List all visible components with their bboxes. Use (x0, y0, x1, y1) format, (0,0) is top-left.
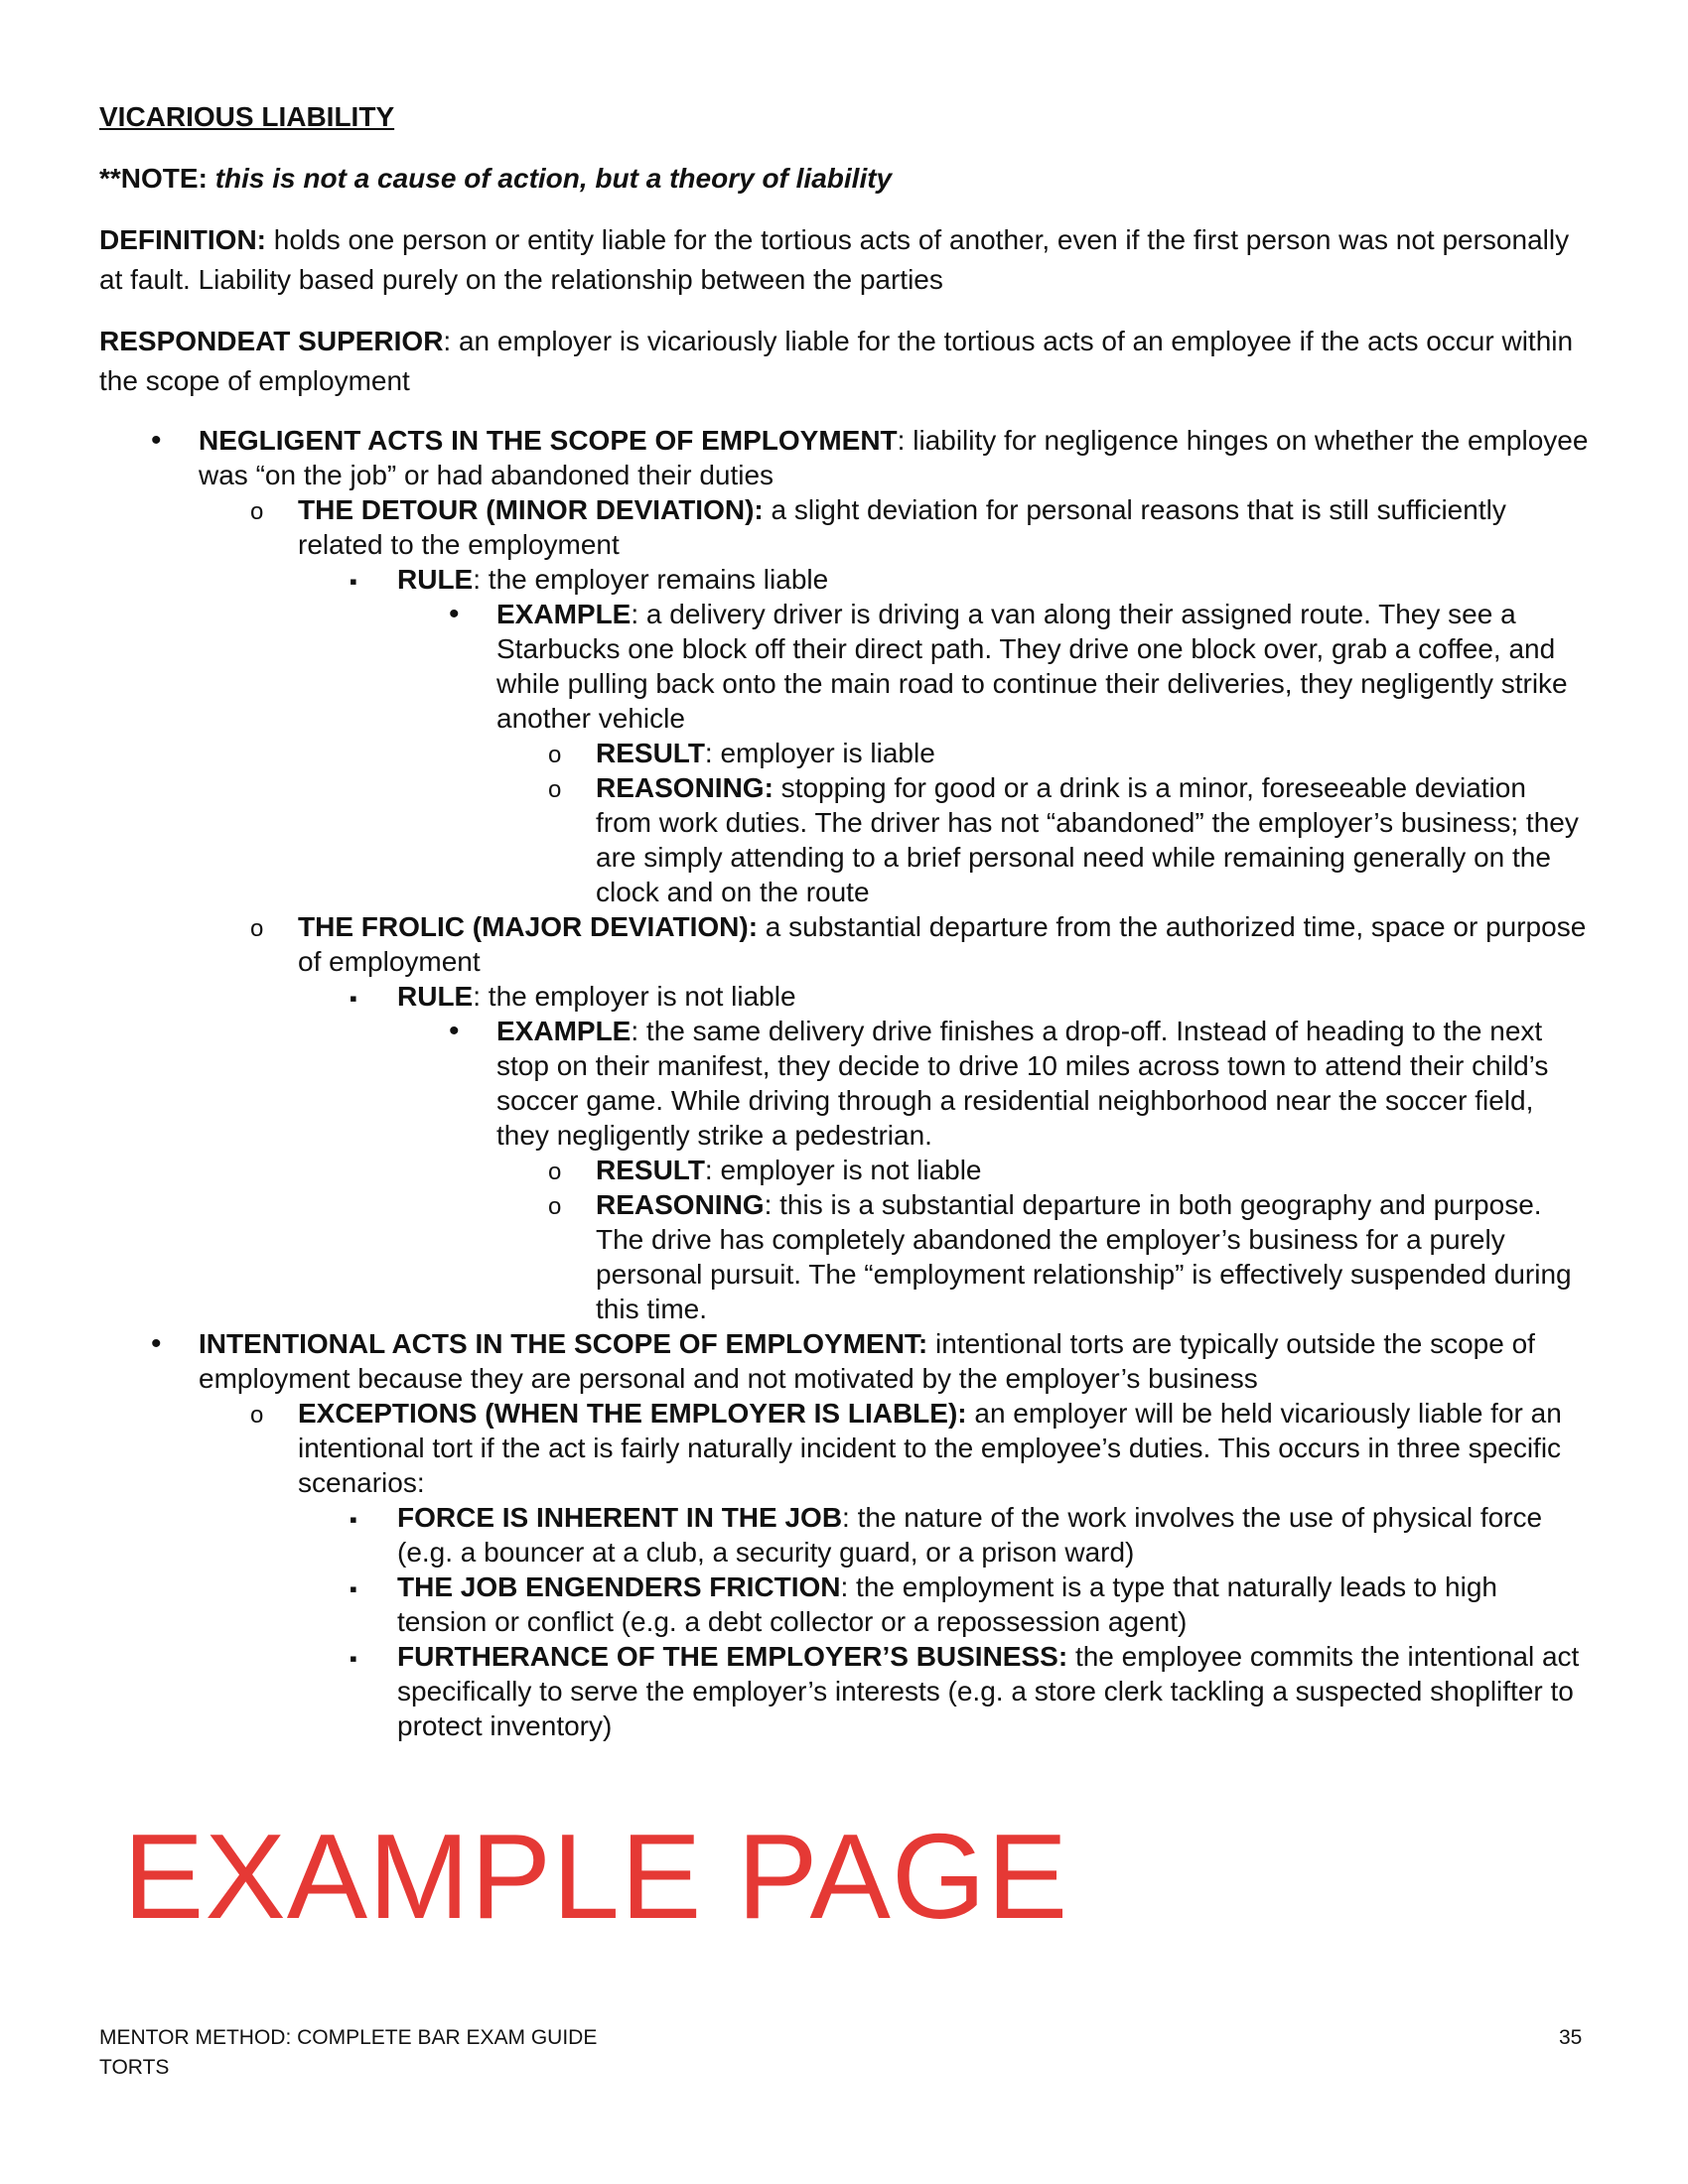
definition-label: DEFINITION: (99, 224, 266, 255)
note (99, 159, 1589, 199)
bullet-icon (449, 597, 460, 631)
result-label: RESULT (596, 738, 705, 768)
exception-label: FORCE IS INHERENT IN THE JOB (397, 1502, 843, 1533)
exceptions-label: EXCEPTIONS (WHEN THE EMPLOYER IS LIABLE): (298, 1398, 967, 1429)
list-item-detour-reasoning (596, 770, 1589, 909)
circle-bullet-icon (250, 1396, 263, 1433)
intentional-label: INTENTIONAL ACTS IN THE SCOPE OF EMPLOYMENT: (199, 1328, 928, 1359)
list-item-detour-rule (397, 562, 1589, 909)
example-label: EXAMPLE (496, 599, 632, 629)
square-bullet-icon (350, 1570, 357, 1606)
detour-label: THE DETOUR (MINOR DEVIATION): (298, 494, 764, 525)
detour-text: a slight deviation for personal reasons that is still sufficiently related to the employment (298, 494, 1506, 560)
example-label: EXAMPLE (496, 1016, 632, 1046)
exception-text: : the employment is a type that naturally leads to high tension or conflict (e.g. a debt collector or a repossession agent) (397, 1571, 1497, 1637)
list-item-exception (397, 1639, 1589, 1743)
reasoning-label: REASONING: (596, 772, 774, 803)
note-text: this is not a cause of action, but a theory of liability (214, 163, 893, 194)
note-label: **NOTE: (99, 163, 208, 194)
list-item-exceptions (298, 1396, 1589, 1743)
example-page-watermark: EXAMPLE PAGE (123, 1809, 1069, 1944)
circle-bullet-icon (548, 736, 561, 772)
example-text: : the same delivery drive finishes a drop-off. Instead of heading to the next stop on their manifest, they decide to drive 10 miles across town to attend their child’s soccer game. While driving through a residential neighborhood near the soccer field, they negligently strike a pedestrian. (496, 1016, 1549, 1151)
list-item-detour (298, 492, 1589, 909)
list-item-frolic (298, 909, 1589, 1326)
list-item-exception (397, 1570, 1589, 1639)
result-text: : employer is liable (704, 738, 935, 768)
bullet-icon (151, 1326, 162, 1361)
square-bullet-icon (350, 562, 357, 599)
respondeat-text: : an employer is vicariously liable for the tortious acts of an employee if the acts occur within the scope of employment (99, 326, 1574, 396)
circle-bullet-icon (548, 770, 561, 807)
circle-bullet-icon (250, 909, 263, 946)
circle-bullet-icon (250, 492, 263, 529)
list-item-frolic-example (496, 1014, 1589, 1326)
bullet-icon (151, 423, 162, 458)
rule-text: : the employer remains liable (473, 564, 829, 595)
rule-label: RULE (397, 981, 474, 1012)
footer (99, 2023, 597, 2083)
outline-list (99, 423, 1589, 1743)
reasoning-text: : this is a substantial departure in both geography and purpose. The drive has completely abandoned the employer’s business for a purely personal pursuit. The “employment relationship” is effectively suspended during this time. (596, 1189, 1572, 1324)
respondeat-superior (99, 322, 1589, 401)
list-item-frolic-result (596, 1153, 1589, 1187)
footer-subject: TORTS (99, 2056, 170, 2079)
definition (99, 220, 1589, 300)
square-bullet-icon (350, 1639, 357, 1676)
footer-guide-title: MENTOR METHOD: COMPLETE BAR EXAM GUIDE (99, 2026, 598, 2049)
rule-label: RULE (397, 564, 474, 595)
exception-text: the employee commits the intentional act specifically to serve the employer’s interests (e.g. a store clerk tackling a suspected shoplifter to protect inventory) (397, 1641, 1580, 1741)
exception-label: THE JOB ENGENDERS FRICTION (397, 1571, 841, 1602)
document-page (99, 97, 1589, 1743)
respondeat-label: RESPONDEAT SUPERIOR (99, 326, 444, 356)
example-text: : a delivery driver is driving a van along their assigned route. They see a Starbucks one block off their direct path. They drive one block over, grab a coffee, and while pulling back onto the main road to continue their deliveries, they negligently strike another vehicle (496, 599, 1568, 734)
square-bullet-icon (350, 979, 357, 1016)
page-title: VICARIOUS LIABILITY (99, 101, 395, 132)
negligent-text: : liability for negligence hinges on whether the employee was “on the job” or had abandoned their duties (199, 425, 1589, 490)
square-bullet-icon (350, 1500, 357, 1537)
definition-text: holds one person or entity liable for the tortious acts of another, even if the first person was not personally at fault. Liability based purely on the relationship between the parties (99, 224, 1570, 295)
rule-text: : the employer is not liable (473, 981, 796, 1012)
reasoning-label: REASONING (596, 1189, 765, 1220)
negligent-label: NEGLIGENT ACTS IN THE SCOPE OF EMPLOYMENT (199, 425, 898, 456)
intentional-text: intentional torts are typically outside the scope of employment because they are personal and not motivated by the employer’s business (199, 1328, 1535, 1394)
exception-text: : the nature of the work involves the use of physical force (e.g. a bouncer at a club, a security guard, or a prison ward) (397, 1502, 1543, 1568)
exception-label: FURTHERANCE OF THE EMPLOYER’S BUSINESS: (397, 1641, 1068, 1672)
bullet-icon (449, 1014, 460, 1048)
list-item-frolic-rule (397, 979, 1589, 1326)
list-item-detour-example (496, 597, 1589, 909)
result-text: : employer is not liable (704, 1155, 982, 1185)
list-item-intentional (199, 1326, 1589, 1743)
list-item-detour-result (596, 736, 1589, 770)
result-label: RESULT (596, 1155, 705, 1185)
exceptions-text: an employer will be held vicariously liable for an intentional tort if the act is fairly naturally incident to the employee’s duties. This occurs in three specific scenarios: (298, 1398, 1562, 1498)
page-number: 35 (1559, 2026, 1583, 2049)
list-item-exception (397, 1500, 1589, 1570)
frolic-label: THE FROLIC (MAJOR DEVIATION): (298, 911, 759, 942)
circle-bullet-icon (548, 1187, 561, 1224)
reasoning-text: stopping for good or a drink is a minor, foreseeable deviation from work duties. The driver has not “abandoned” the employer’s business; they are simply attending to a brief personal need while remaining generally on the clock and on the route (596, 772, 1579, 907)
list-item-negligent (199, 423, 1589, 1326)
circle-bullet-icon (548, 1153, 561, 1189)
frolic-text: a substantial departure from the authorized time, space or purpose of employment (298, 911, 1587, 977)
list-item-frolic-reasoning (596, 1187, 1589, 1326)
